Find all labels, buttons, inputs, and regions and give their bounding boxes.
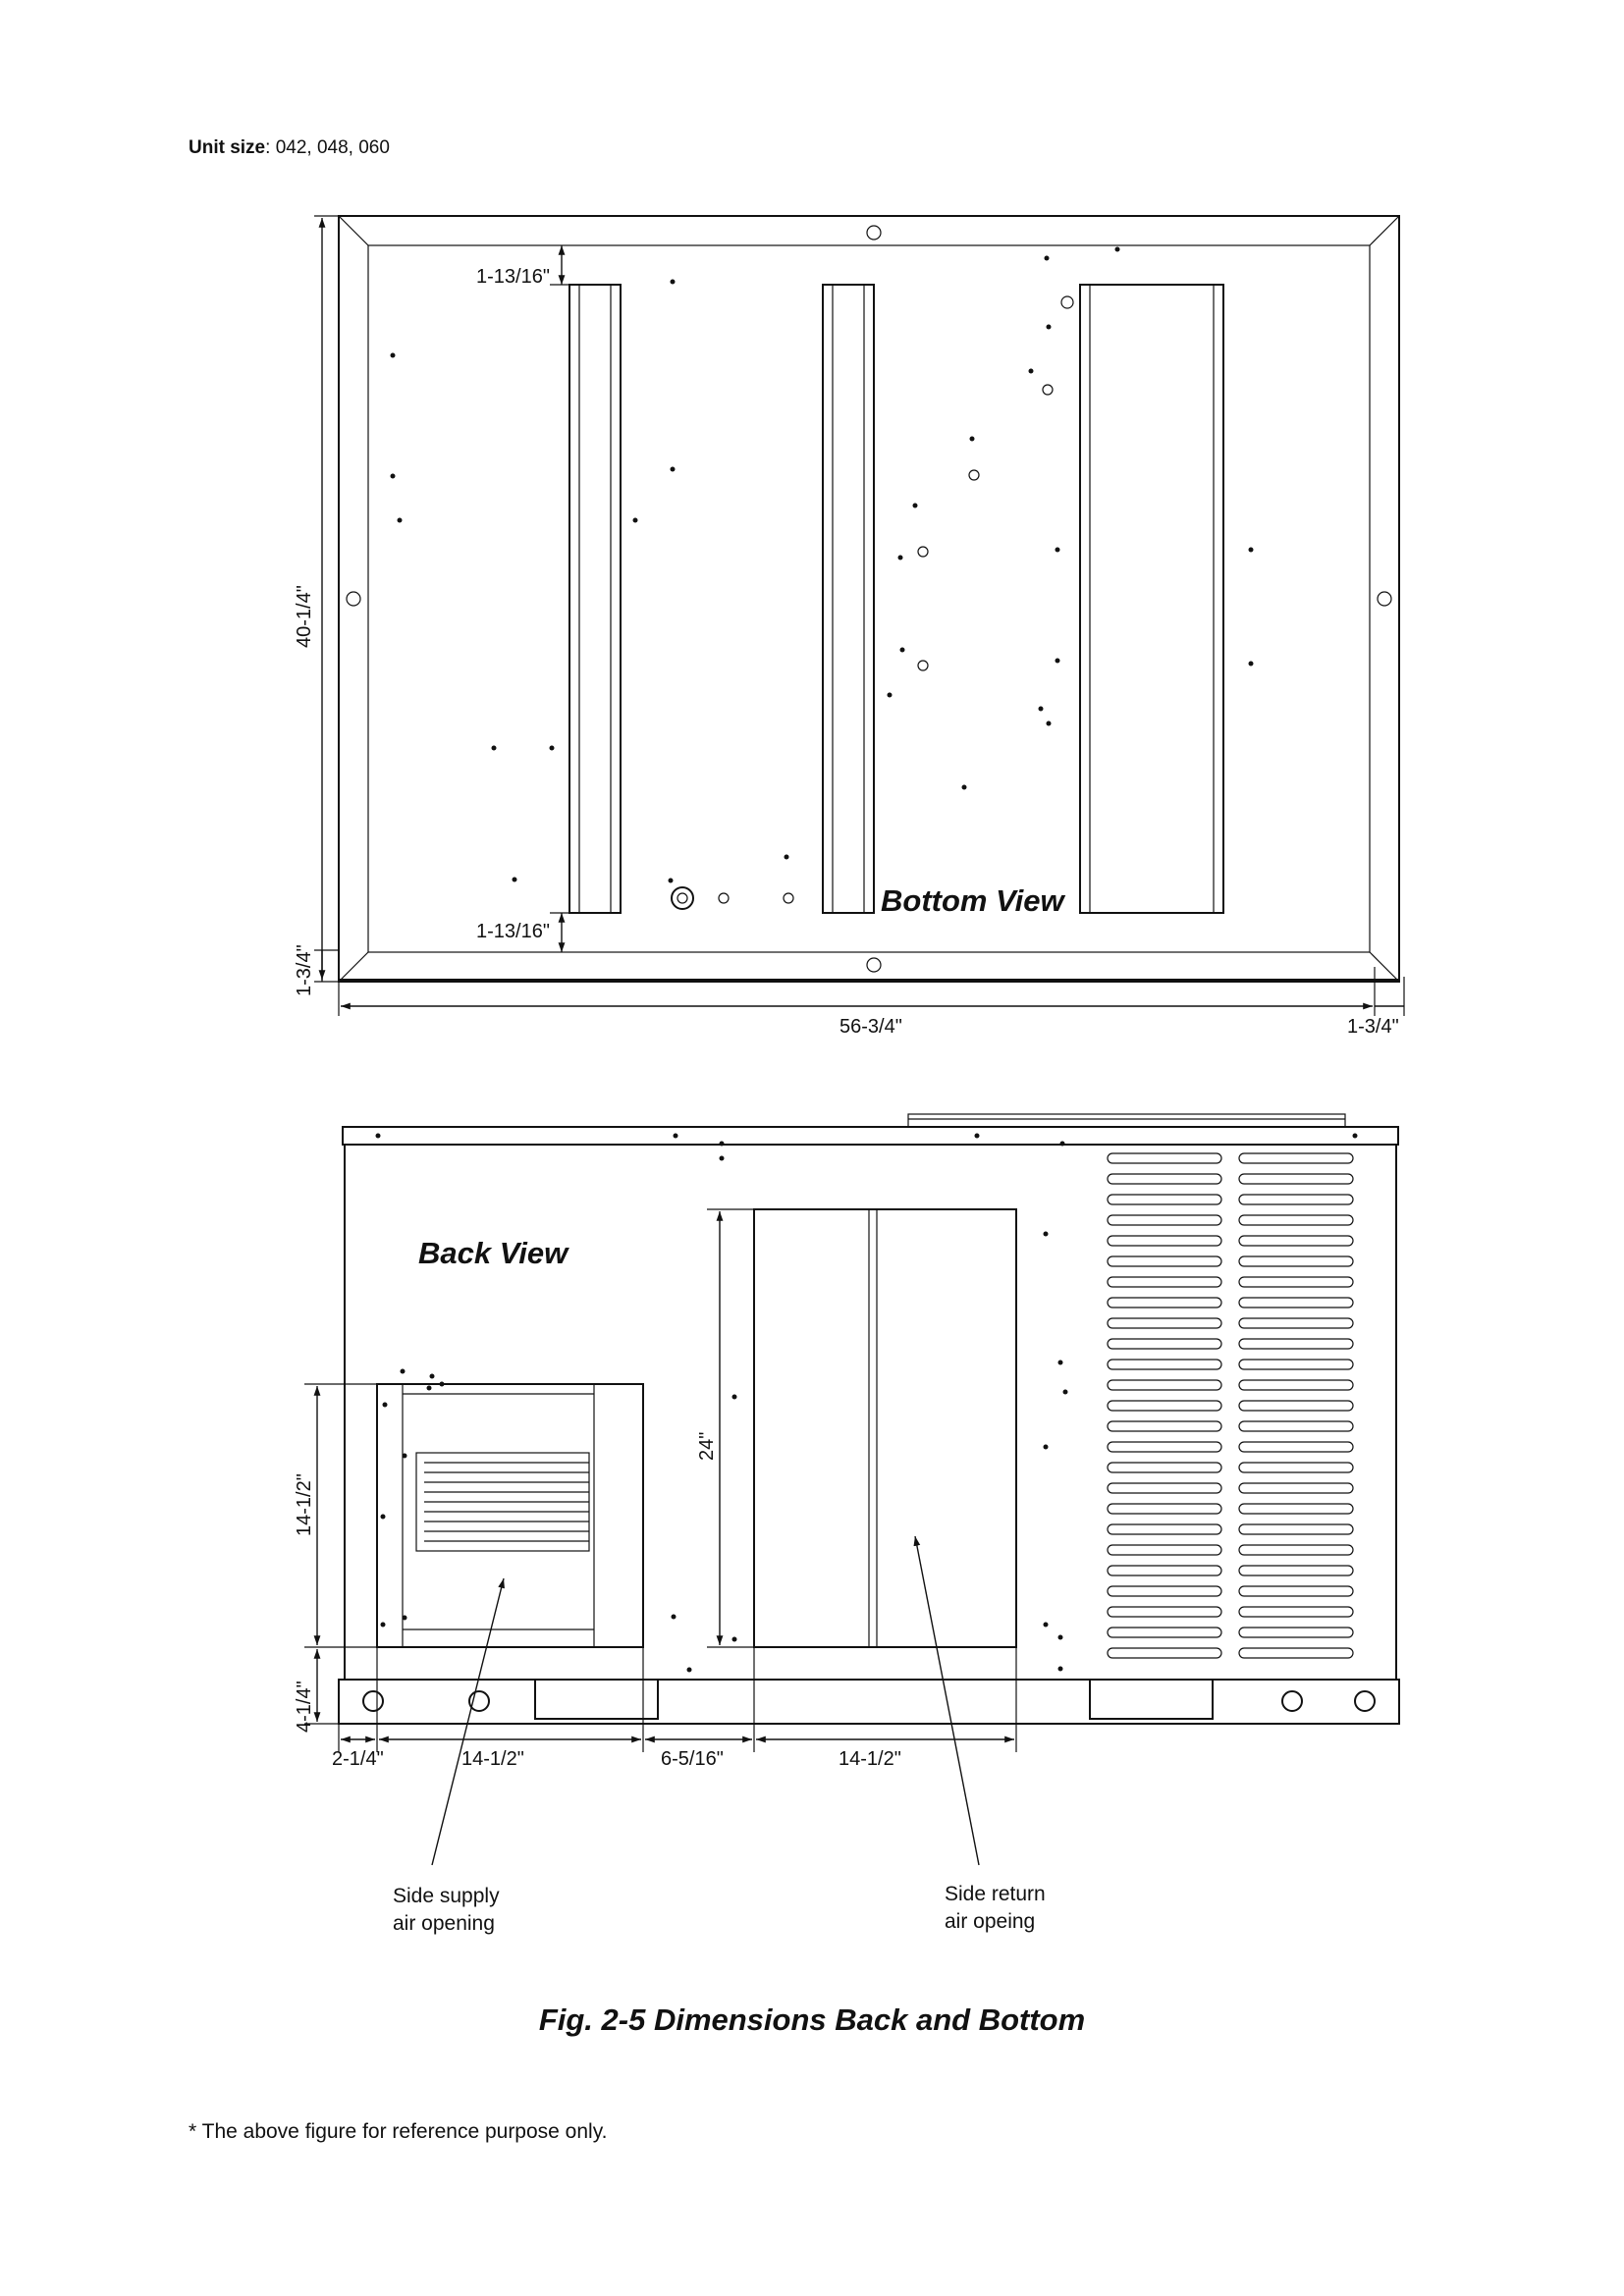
back-view-title: Back View	[418, 1236, 568, 1270]
bottom-opening-center	[823, 285, 874, 913]
bottom-opening-right	[1080, 285, 1223, 913]
unit-size-separator: :	[265, 137, 271, 158]
return-height-dim: 24"	[696, 1431, 718, 1461]
supply-label-line1: Side supply	[393, 1885, 500, 1907]
back-cabinet	[345, 1145, 1396, 1680]
left-offset-dim: 2-1/4"	[332, 1748, 384, 1770]
back-base-rail	[339, 1680, 1399, 1724]
bottom-outer-frame	[339, 216, 1399, 982]
figure-caption: Fig. 2-5 Dimensions Back and Bottom	[538, 2002, 1086, 2037]
supply-label-line2: air opening	[393, 1912, 495, 1935]
bottom-height-dim: 40-1/4"	[294, 585, 315, 648]
bottom-top-offset-dim: 1-13/16"	[476, 266, 550, 288]
bottom-view-title: Bottom View	[881, 883, 1064, 918]
bottom-width-dim: 56-3/4"	[839, 1016, 902, 1038]
condenser-louvers	[1108, 1153, 1353, 1658]
blower-wheel	[416, 1453, 589, 1551]
bottom-right-rail-dim: 1-3/4"	[1347, 1016, 1399, 1038]
footnote: * The above figure for reference purpose only.	[189, 2120, 608, 2143]
gap-dim: 6-5/16"	[661, 1748, 724, 1770]
bottom-base-rail-dim: 1-3/4"	[294, 944, 315, 996]
return-label-line2: air opeing	[945, 1910, 1036, 1933]
return-label-line1: Side return	[945, 1883, 1046, 1905]
side-return-opening	[754, 1209, 1016, 1647]
supply-width-dim: 14-1/2"	[461, 1748, 524, 1770]
back-view	[294, 1114, 1399, 1935]
bottom-opening-left	[569, 285, 621, 913]
back-top-fan-guard	[908, 1114, 1345, 1127]
bottom-inner-frame	[368, 245, 1370, 952]
unit-size-label: Unit size	[189, 137, 266, 158]
side-supply-opening	[377, 1384, 643, 1647]
back-top-rail	[343, 1127, 1398, 1145]
unit-size-values: 042, 048, 060	[275, 137, 390, 158]
bottom-view	[294, 216, 1404, 1038]
bottom-bottom-offset-dim: 1-13/16"	[476, 921, 550, 942]
supply-height-dim: 14-1/2"	[294, 1473, 315, 1536]
return-width-dim: 14-1/2"	[839, 1748, 901, 1770]
base-height-dim: 4-1/4"	[294, 1681, 315, 1733]
